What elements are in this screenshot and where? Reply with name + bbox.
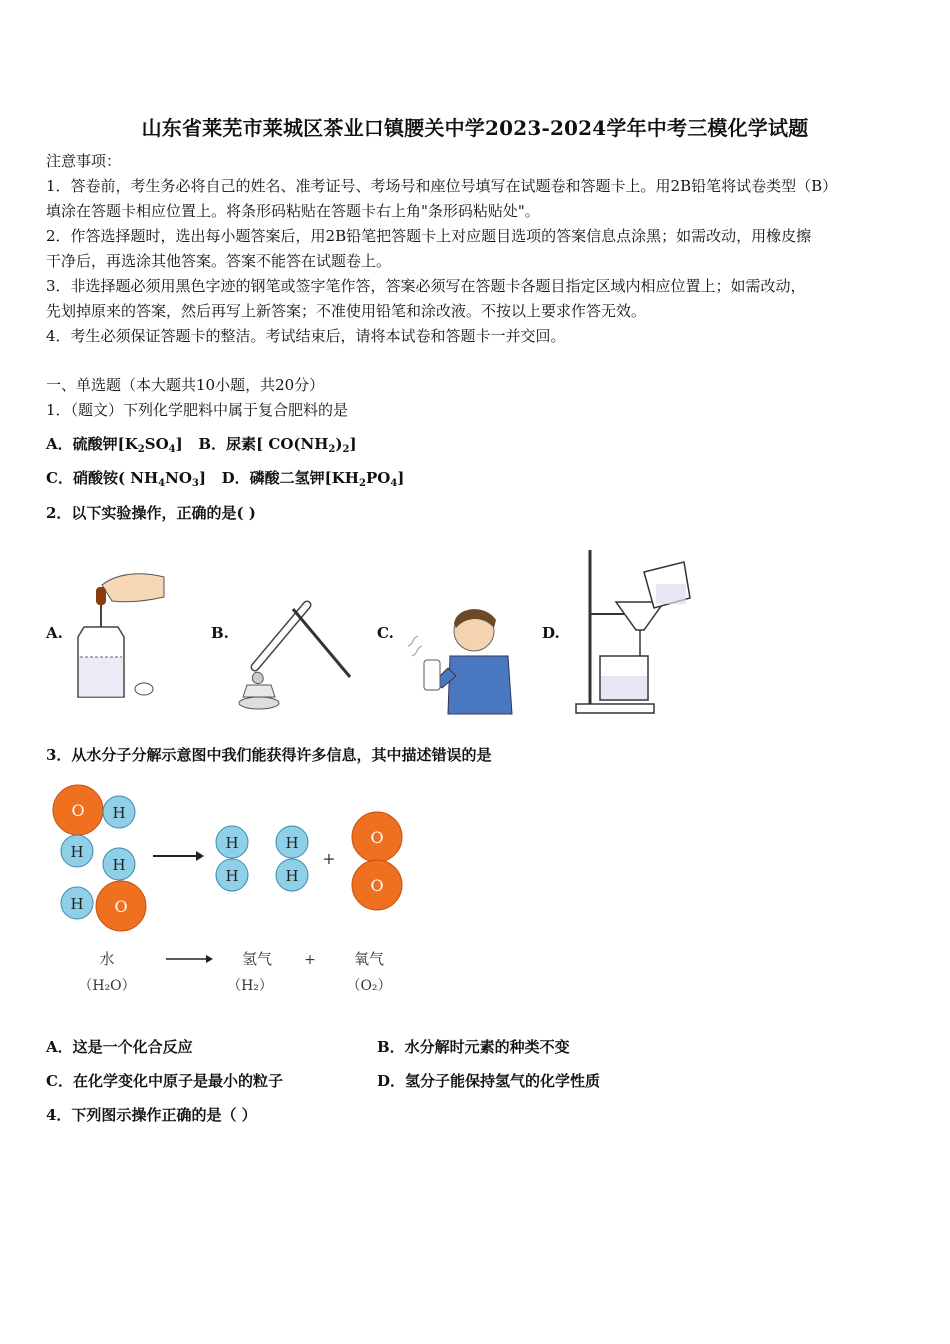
- notice-line: 2．作答选择题时，选出每小题答案后，用2B铅笔把答题卡上对应题目选项的答案信息点涂黑；如需改动，用橡皮擦: [46, 227, 812, 245]
- q1-option-b: B．尿素[ $CO(NH_2)_2$]: [198, 435, 357, 455]
- q1-options-cd: [46, 468, 916, 488]
- oxygen-molecule: [352, 812, 402, 910]
- q2-figure-b-heating: [235, 597, 355, 715]
- water-formula: （H₂O）: [78, 978, 136, 994]
- hydrogen-atom-label: H: [285, 867, 299, 885]
- notice-heading: 注意事项：: [46, 152, 122, 170]
- oxygen-formula: （O₂）: [346, 978, 392, 994]
- hydrogen-atom-label: H: [70, 843, 84, 861]
- oxygen-atom-label: O: [370, 828, 384, 847]
- q3-option-a: A．这是一个化合反应: [46, 1038, 193, 1056]
- notice-line: 3．非选择题必须用黑色字迹的钢笔或签字笔作答，答案必须写在答题卡各题目指定区域内相应位置上；如需改动，: [46, 277, 806, 295]
- q1-option-d: D．磷酸二氢钾$[KH_2PO_4]$: [221, 469, 405, 489]
- plus-sign: +: [304, 952, 316, 968]
- hydrogen-atom-label: H: [225, 867, 239, 885]
- q3-stem: 3．从水分子分解示意图中我们能获得许多信息，其中描述错误的是: [46, 746, 492, 764]
- q2-figure-d-filtration: [572, 548, 694, 716]
- q2-option-a-label: A.: [46, 624, 63, 642]
- hydrogen-formula: （H₂）: [227, 978, 273, 994]
- hydrogen-molecule-1: [216, 826, 248, 891]
- notice-line: 4．考生必须保证答题卡的整洁。考试结束后，请将本试卷和答题卡一并交回。: [46, 327, 566, 345]
- q2-option-c-label: C.: [377, 624, 394, 642]
- q2-option-d-label: D.: [542, 624, 560, 642]
- q1-stem: 1．（题文）下列化学肥料中属于复合肥料的是: [46, 401, 349, 419]
- q2-option-b-label: B.: [211, 624, 229, 642]
- hydrogen-atom-label: H: [285, 834, 299, 852]
- q3-water-decomposition-diagram: [48, 782, 418, 1004]
- oxygen-label: 氧气: [353, 950, 385, 968]
- q3-option-d: D．氢分子能保持氢气的化学性质: [377, 1072, 601, 1090]
- q2-figure-a-dropper: [72, 565, 172, 713]
- page-title: 山东省莱芜市莱城区茶业口镇腰关中学2023-2024学年中考三模化学试题: [141, 116, 809, 140]
- q3-option-c: C．在化学变化中原子是最小的粒子: [46, 1072, 283, 1090]
- oxygen-atom-label: O: [71, 801, 85, 820]
- oxygen-atom-label: O: [370, 876, 384, 895]
- q2-stem: 2．以下实验操作，正确的是( ): [46, 504, 256, 522]
- oxygen-atom-label: O: [114, 897, 128, 916]
- plus-sign: +: [322, 849, 336, 868]
- hydrogen-label: 氢气: [241, 950, 273, 968]
- q2-figure-c-smelling: [404, 596, 516, 716]
- notice-line: 1．答卷前，考生务必将自己的姓名、准考证号、考场号和座位号填写在试题卷和答题卡上。用2B铅笔将试卷类型（B）: [46, 177, 838, 195]
- q1-option-a: A．硫酸钾$[K_2SO_4]$: [46, 435, 183, 455]
- hydrogen-molecule-2: [276, 826, 308, 891]
- q3-option-b: B．水分解时元素的种类不变: [377, 1038, 570, 1056]
- section-heading: 一、单选题（本大题共10小题，共20分）: [46, 376, 325, 394]
- q4-stem: 4．下列图示操作正确的是（ ）: [46, 1106, 257, 1124]
- hydrogen-atom-label: H: [225, 834, 239, 852]
- reaction-arrow: [153, 851, 204, 861]
- notice-line: 填涂在答题卡相应位置上。将条形码粘贴在答题卡右上角"条形码粘贴处"。: [46, 202, 540, 220]
- q1-option-c: C．硝酸铵( $NH_4NO_3$]: [46, 469, 206, 489]
- hydrogen-atom-label: H: [112, 856, 126, 874]
- water-label: 水: [99, 950, 115, 968]
- notice-line: 先划掉原来的答案，然后再写上新答案；不准使用铅笔和涂改液。不按以上要求作答无效。: [46, 302, 647, 320]
- hydrogen-atom-label: H: [70, 895, 84, 913]
- notice-line: 干净后，再选涂其他答案。答案不能答在试题卷上。: [46, 252, 392, 270]
- hydrogen-atom-label: H: [112, 804, 126, 822]
- q1-options-ab: [46, 434, 916, 454]
